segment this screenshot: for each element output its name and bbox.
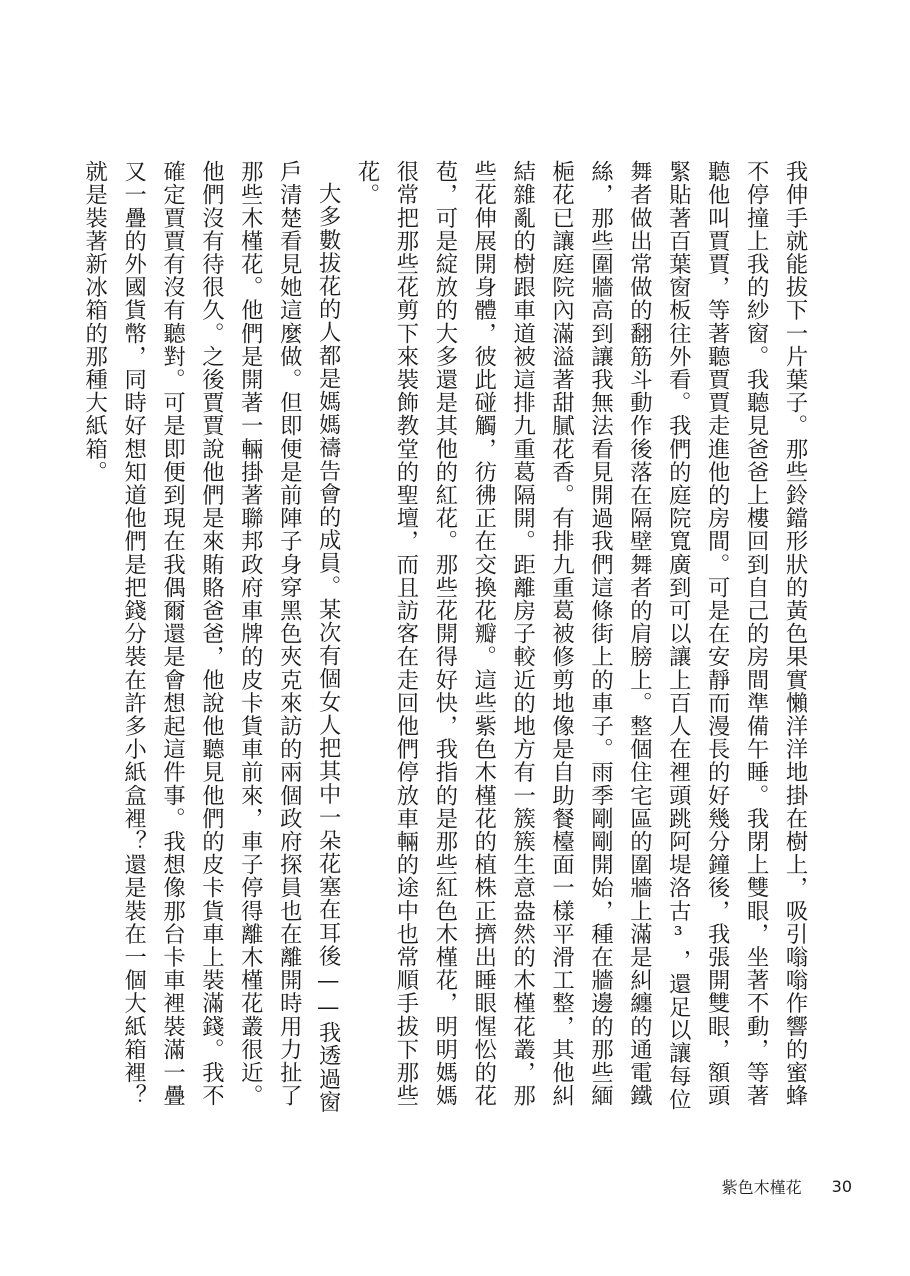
- running-title: 紫色木槿花: [721, 1177, 802, 1197]
- body-text: [81, 160, 814, 1120]
- page-number: 30: [831, 1176, 852, 1196]
- paragraph-1: 我伸手就能拔下一片葉子。那些鈴鐺形狀的黃色果實懶洋洋地掛在樹上，吸引嗡嗡作響的蜜蜂不停撞上我的紗窗。我聽見爸爸上樓回到自己的房間準備午睡。我閉上雙眼，坐著不動，等著聽他叫賈賈，等著聽賈賈走進他的房間。可是在安靜而漫長的好幾分鐘後，我張開雙眼，額頭緊貼著百葉窗板往外看。我們的庭院寬廣到可以讓上百人在裡頭跳阿堤洛古³，還足以讓每位舞者做出常做的翻筋斗動作後落在隔壁舞者的肩膀上。整個住宅區的圍牆上滿是糾纏的通電鐵絲，那些圍牆高到讓我無法看見開過我們這條街上的車子。雨季剛剛開始，種在牆邊的那些緬梔花已讓庭院內滿溢著甜膩花香。有排九重葛被修剪地像是自助餐檯面一樣平滑工整，其他糾結雜亂的樹跟車道被這排九重葛隔開。距離房子較近的地方有一簇簇生意盎然的木槿花叢，那些花伸展開身體，彼此碰觸，彷彿正在交換花瓣。這些紫色木槿花的植株正擠出睡眼惺忪的花苞，可是綻放的大多還是其他的紅花。那些花開得好快，我指的是那些紅色木槿花，明明媽媽很常把那些花剪下來裝飾教堂的聖壇，而且訪客在走回他們停放車輛的途中也常順手拔下那些花。: [354, 160, 808, 1111]
- page-footer: [722, 1174, 852, 1198]
- paragraph-2: 大多數拔花的人都是媽媽禱告會的成員。某次有個女人把其中一朵花塞在耳後——我透過窗戶清楚看見她這麼做。但即便是前陣子身穿黑色夾克來訪的兩個政府探員也在離開時用力扯了那些木槿花。他們是開著一輛掛著聯邦政府車牌的皮卡貨車前來，車子停得離木槿花叢很近。他們沒有待很久。之後賈賈說他們是來賄賂爸爸，他說他聽見他們的皮卡貨車上裝滿錢。我不確定賈賈有沒有聽對。可是即便到現在我偶爾還是會想起這件事。我想像那台卡車裡裝滿一疊又一疊的外國貨幣，同時好想知道他們是把錢分裝在許多小紙盒裡？還是裝在一個大紙箱裡？就是裝著新冰箱的那種大紙箱。: [81, 160, 342, 1114]
